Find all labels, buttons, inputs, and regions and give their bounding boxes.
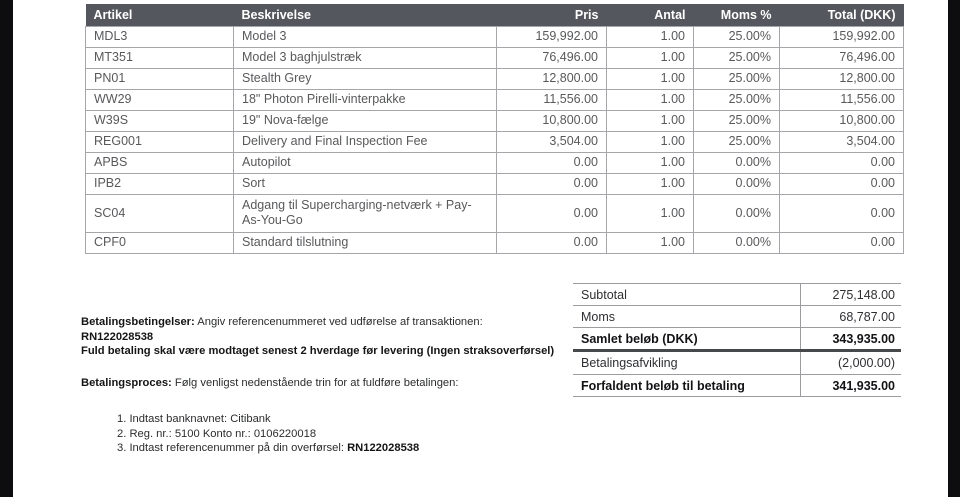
payment-terms-intro: Angiv referencenummeret ved udførelse af transaktionen: — [194, 316, 483, 328]
payment-terms-note: Fuld betaling skal være modtaget senest 2 hverdage før levering (Ingen straksoverførsel) — [81, 345, 555, 357]
cell-moms: 0.00% — [694, 194, 780, 232]
cell-antal: 1.00 — [607, 110, 694, 131]
table-row — [86, 47, 904, 68]
cell-moms: 25.00% — [694, 26, 780, 47]
line-items-table — [85, 4, 904, 254]
summary-label: Subtotal — [573, 284, 801, 305]
payment-step-1: 1. Indtast banknavnet: Citibank — [117, 413, 271, 425]
cell-pris: 159,992.00 — [497, 26, 607, 47]
cell-moms: 25.00% — [694, 68, 780, 89]
payment-reference-number: RN122028538 — [81, 330, 154, 343]
cell-antal: 1.00 — [607, 232, 694, 253]
cell-pris: 76,496.00 — [497, 47, 607, 68]
cell-antal: 1.00 — [607, 26, 694, 47]
table-row — [86, 232, 904, 253]
summary-label: Moms — [573, 306, 801, 327]
cell-pris: 12,800.00 — [497, 68, 607, 89]
cell-moms: 0.00% — [694, 173, 780, 194]
cell-artikel: WW29 — [86, 89, 234, 110]
cell-total: 76,496.00 — [780, 47, 904, 68]
payment-process-paragraph — [81, 376, 555, 391]
table-row — [86, 194, 904, 232]
cell-artikel: APBS — [86, 152, 234, 173]
column-header-pris: Pris — [497, 4, 607, 26]
payment-step-2: 2. Reg. nr.: 5100 Konto nr.: 0106220018 — [117, 427, 317, 440]
summary-row-amount-due — [573, 374, 901, 396]
cell-total: 0.00 — [780, 232, 904, 253]
column-header-moms: Moms % — [694, 4, 780, 26]
table-header-row — [86, 4, 904, 26]
table-row — [86, 131, 904, 152]
cell-beskrivelse: Delivery and Final Inspection Fee — [234, 131, 497, 152]
cell-antal: 1.00 — [607, 173, 694, 194]
summary-row-payment-settlement — [573, 352, 901, 374]
payment-terms-paragraph — [81, 315, 555, 359]
cell-beskrivelse: Stealth Grey — [234, 68, 497, 89]
cell-artikel: CPF0 — [86, 232, 234, 253]
cell-total: 10,800.00 — [780, 110, 904, 131]
cell-total: 0.00 — [780, 152, 904, 173]
cell-pris: 0.00 — [497, 232, 607, 253]
cell-artikel: MT351 — [86, 47, 234, 68]
cell-moms: 25.00% — [694, 110, 780, 131]
cell-moms: 25.00% — [694, 131, 780, 152]
cell-moms: 25.00% — [694, 47, 780, 68]
table-row — [86, 26, 904, 47]
summary-value: 275,148.00 — [832, 287, 895, 302]
payment-terms-label: Betalingsbetingelser: — [81, 316, 195, 328]
cell-artikel: PN01 — [86, 68, 234, 89]
summary-label: Samlet beløb (DKK) — [573, 328, 801, 349]
payment-terms-block — [81, 315, 555, 390]
cell-total: 0.00 — [780, 173, 904, 194]
cell-total: 11,556.00 — [780, 89, 904, 110]
cell-beskrivelse: Sort — [234, 173, 497, 194]
cell-beskrivelse: Standard tilslutning — [234, 232, 497, 253]
cell-pris: 10,800.00 — [497, 110, 607, 131]
summary-row-subtotal — [573, 283, 901, 305]
column-header-artikel: Artikel — [86, 4, 234, 26]
invoice-paper — [13, 0, 948, 497]
column-header-beskrivelse: Beskrivelse — [234, 4, 497, 26]
cell-antal: 1.00 — [607, 194, 694, 232]
payment-step-3-reference: RN122028538 — [347, 442, 420, 454]
payment-steps-list — [117, 412, 557, 456]
cell-artikel: W39S — [86, 110, 234, 131]
cell-total: 159,992.00 — [780, 26, 904, 47]
cell-beskrivelse: Model 3 — [234, 26, 497, 47]
cell-beskrivelse: 18" Photon Pirelli-vinterpakke — [234, 89, 497, 110]
summary-value: 341,935.00 — [832, 378, 895, 393]
payment-process-intro: Følg venligst nedenstående trin for at fuldføre betalingen: — [171, 376, 459, 389]
summary-label: Forfaldent beløb til betaling — [573, 375, 801, 396]
column-header-total: Total (DKK) — [780, 4, 904, 26]
cell-pris: 3,504.00 — [497, 131, 607, 152]
cell-total: 12,800.00 — [780, 68, 904, 89]
cell-pris: 11,556.00 — [497, 89, 607, 110]
cell-moms: 25.00% — [694, 89, 780, 110]
payment-process-label: Betalingsproces: — [81, 376, 172, 389]
payment-step-3 — [117, 441, 557, 456]
cell-pris: 0.00 — [497, 152, 607, 173]
cell-beskrivelse: Autopilot — [234, 152, 497, 173]
cell-artikel: MDL3 — [86, 26, 234, 47]
summary-value: (2,000.00) — [838, 356, 895, 370]
cell-total: 0.00 — [780, 194, 904, 232]
cell-total: 3,504.00 — [780, 131, 904, 152]
table-row — [86, 110, 904, 131]
payment-step-3-text: 3. Indtast referencenummer på din overførsel: — [117, 442, 348, 454]
cell-pris: 0.00 — [497, 194, 607, 232]
summary-value: 343,935.00 — [832, 331, 895, 346]
summary-row-total — [573, 327, 901, 349]
cell-antal: 1.00 — [607, 152, 694, 173]
summary-label: Betalingsafvikling — [573, 352, 801, 374]
cell-pris: 0.00 — [497, 173, 607, 194]
cell-antal: 1.00 — [607, 131, 694, 152]
cell-artikel: SC04 — [86, 194, 234, 232]
cell-antal: 1.00 — [607, 47, 694, 68]
column-header-antal: Antal — [607, 4, 694, 26]
cell-moms: 0.00% — [694, 152, 780, 173]
table-row — [86, 89, 904, 110]
cell-beskrivelse: Model 3 baghjulstræk — [234, 47, 497, 68]
cell-antal: 1.00 — [607, 68, 694, 89]
table-row — [86, 152, 904, 173]
cell-beskrivelse: 19" Nova-fælge — [234, 110, 497, 131]
summary-value: 68,787.00 — [839, 309, 895, 324]
cell-beskrivelse: Adgang til Supercharging-netværk + Pay-As-You-Go — [234, 194, 497, 232]
table-row — [86, 173, 904, 194]
cell-moms: 0.00% — [694, 232, 780, 253]
cell-antal: 1.00 — [607, 89, 694, 110]
cell-artikel: IPB2 — [86, 173, 234, 194]
summary-row-moms — [573, 305, 901, 327]
totals-summary — [573, 283, 901, 397]
table-row — [86, 68, 904, 89]
cell-artikel: REG001 — [86, 131, 234, 152]
